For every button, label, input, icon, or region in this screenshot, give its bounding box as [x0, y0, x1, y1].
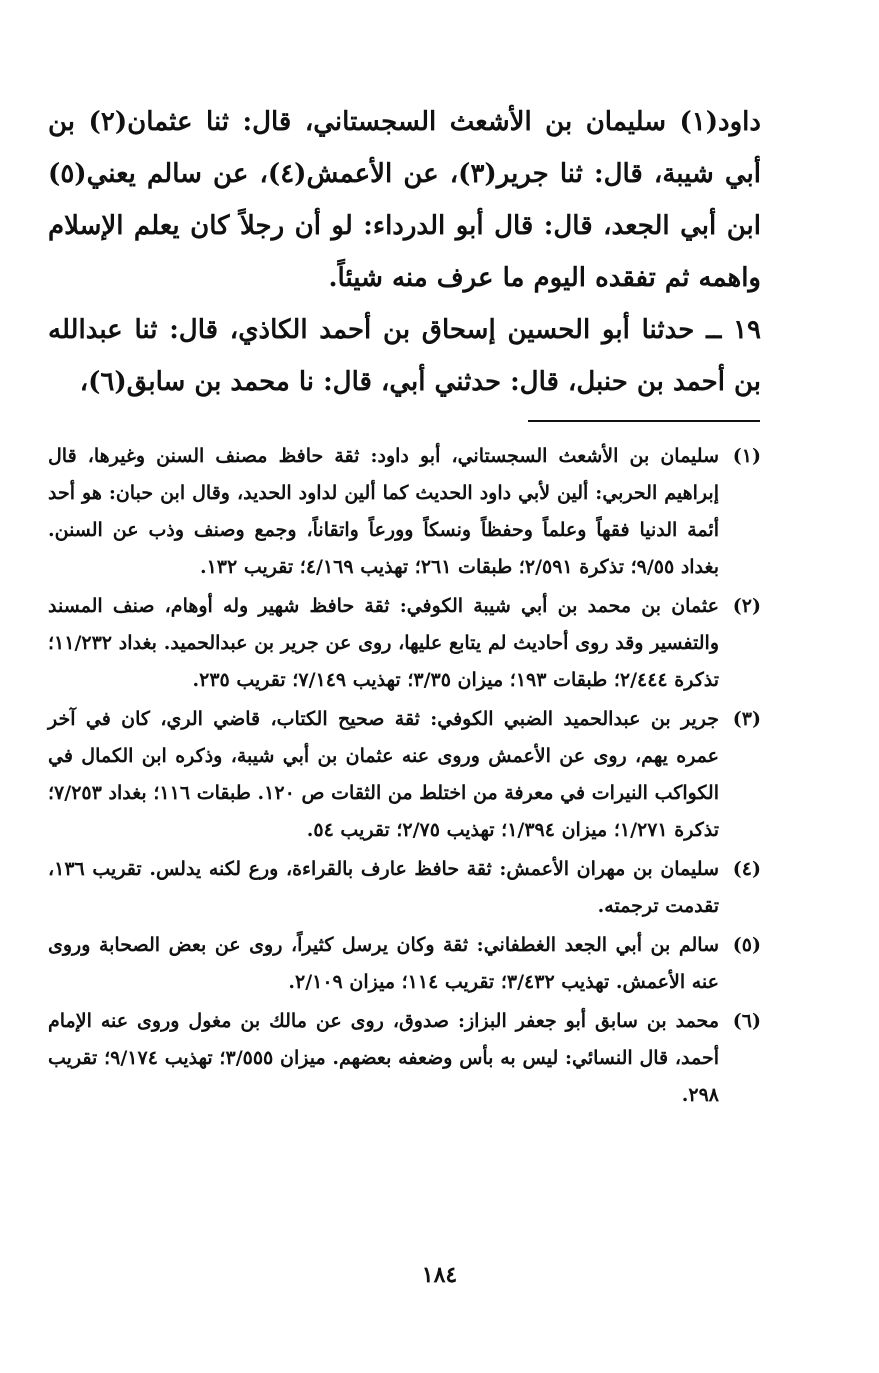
- main-paragraph-1: داود(١) سليمان بن الأشعث السجستاني، قال: ثنا عثمان(٢) بن أبي شيبة، قال: ثنا جرير(٣)، عن الأعمش(٤)، عن سالم يعني(٥) ابن أبي الجعد، قال: قال أبو الدرداء: لو أن رجلاً كان يعلم الإسلام واهمه ثم تفقده اليوم ما عرف منه شيئاً.: [48, 107, 761, 293]
- footnote-divider: [528, 420, 760, 422]
- footnote-number: (٣): [732, 708, 761, 730]
- footnote-5: [48, 927, 761, 1001]
- main-text-block: [48, 96, 761, 408]
- footnote-text: سالم بن أبي الجعد الغطفاني: ثقة وكان يرسل كثيراً، روى عن بعض الصحابة وروى عنه الأعمش. تهذيب ٣/٤٣٢؛ تقريب ١١٤؛ ميزان ٢/١٠٩.: [48, 934, 719, 993]
- footnote-number: (٥): [732, 934, 761, 956]
- footnote-text: محمد بن سابق أبو جعفر البزاز: صدوق، روى عن مالك بن مغول وروى عنه الإمام أحمد، قال النسائي: ليس به بأس وضعفه بعضهم. ميزان ٣/٥٥٥؛ تهذيب ٩/١٧٤؛ تقريب ٢٩٨.: [48, 1010, 720, 1106]
- main-text: [48, 96, 761, 408]
- footnotes: [48, 438, 761, 1116]
- footnote-text: جرير بن عبدالحميد الضبي الكوفي: ثقة صحيح الكتاب، قاضي الري، كان في آخر عمره يهم، روى عن الأعمش وروى عنه عثمان بن أبي شيبة، وذكره ابن الكمال في الكواكب النيرات في معرفة من اختلط من الثقات ص ١٢٠. طبقات ١١٦؛ بغداد ٧/٢٥٣؛ تذكرة ١/٢٧١؛ ميزان ١/٣٩٤؛ تهذيب ٢/٧٥؛ تقريب ٥٤.: [48, 708, 719, 841]
- footnote-number: (١): [732, 445, 761, 467]
- footnote-4: [48, 851, 761, 925]
- footnote-number: (٤): [732, 858, 761, 880]
- page-number: ١٨٤: [421, 1262, 458, 1288]
- main-paragraph-2: ١٩ ــ حدثنا أبو الحسين إسحاق بن أحمد الكاذي، قال: ثنا عبدالله بن أحمد بن حنبل، قال: حدثني أبي، قال: نا محمد بن سابق(٦)،: [48, 315, 761, 397]
- footnote-text: سليمان بن مهران الأعمش: ثقة حافظ عارف بالقراءة، ورع لكنه يدلس. تقريب ١٣٦، تقدمت ترجمته.: [48, 858, 719, 917]
- footnote-3: [48, 701, 761, 849]
- footnote-2: [48, 588, 761, 699]
- footnote-1: [48, 438, 761, 586]
- footnote-number: (٢): [732, 595, 761, 617]
- footnote-6: [48, 1003, 761, 1114]
- footnote-text: عثمان بن محمد بن أبي شيبة الكوفي: ثقة حافظ شهير وله أوهام، صنف المسند والتفسير وقد روى أحاديث لم يتابع عليها، روى عن جرير بن عبدالحميد. بغداد ١١/٢٣٢؛ تذكرة ٢/٤٤٤؛ طبقات ١٩٣؛ ميزان ٣/٣٥؛ تهذيب ٧/١٤٩؛ تقريب ٢٣٥.: [48, 595, 719, 691]
- footnote-number: (٦): [732, 1010, 761, 1032]
- footnote-text: سليمان بن الأشعث السجستاني، أبو داود: ثقة حافظ مصنف السنن وغيرها، قال إبراهيم الحربي: ألين لأبي داود الحديث كما ألين لداود الحديد، وقال ابن حبان: هو أحد أئمة الدنيا فقهاً وعلماً وحفظاً ونسكاً وورعاً واتقاناً، وجمع وصنف وذب عن السنن. بغداد ٩/٥٥؛ تذكرة ٢/٥٩١؛ طبقات ٢٦١؛ تهذيب ٤/١٦٩؛ تقريب ١٣٢.: [48, 445, 719, 578]
